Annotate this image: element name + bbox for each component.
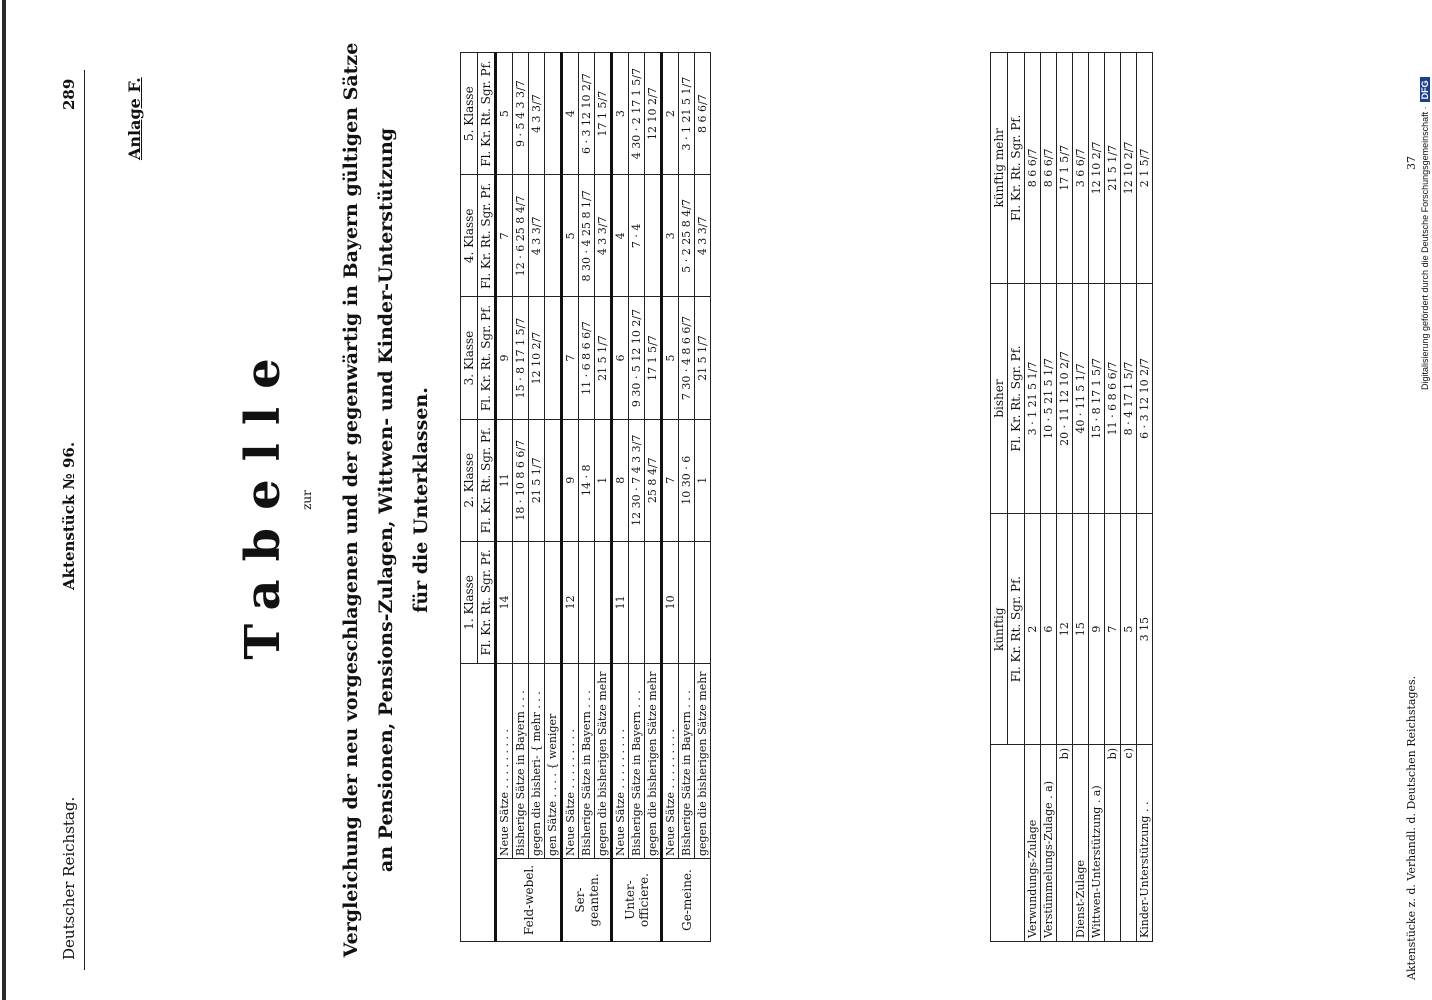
money-header: Fl. Kr. Rt. Sgr. Pf.	[478, 175, 496, 297]
table-row: gegen die bisherigen Sätze mehr 1 21 5 1/7 4 3 3/7 17 1 5/7	[595, 53, 612, 942]
subtitle-line-3: für die Unterklassen.	[410, 387, 432, 613]
category-label: Ge-meine.	[662, 859, 711, 942]
table-row: c) 5 8 · 4 17 1 5/7 12 10 2/7	[1121, 53, 1137, 942]
header-rule	[84, 70, 85, 970]
col-header-bisher: bisher	[991, 283, 1008, 514]
dfg-credit-text: Digitalisierung gefördert durch die Deutsche Forschungsgemeinschaft ·	[1420, 106, 1430, 390]
class-header-4: 4. Klasse	[461, 175, 478, 297]
comparison-table	[460, 52, 711, 942]
table-row: gegen die bisherigen Sätze mehr 25 8 4/7 17 1 5/7 12 10 2/7	[645, 53, 662, 942]
allowance-table	[990, 52, 1153, 942]
money-header: Fl. Kr. Rt. Sgr. Pf.	[478, 53, 496, 175]
class-header-1: 1. Klasse	[461, 541, 478, 663]
table-row: gen Sätze . . . . { weniger	[545, 53, 562, 942]
dfg-credit	[1420, 77, 1430, 390]
table-row: gegen die bisherigen Sätze mehr 1 21 5 1/7 4 3 3/7 8 6 6/7	[695, 53, 711, 942]
footer-source: Aktenstücke z. d. Verhandl. d. Deutschen Reichstages.	[1405, 675, 1418, 980]
table-row: Bisherige Sätze in Bayern . . . 10 30 · 6 7 30 · 4 8 6 6/7 5 · 2 25 8 4/7 3 · 1 21 5 1/7	[679, 53, 695, 942]
money-header: Fl. Kr. Rt. Sgr. Pf.	[478, 297, 496, 419]
title-zur: zur	[300, 490, 314, 510]
table-row: Verstümmelungs-Zulage . a) 6 10 · 5 21 5 1/7 8 6 6/7	[1041, 53, 1057, 942]
money-header: Fl. Kr. Rt. Sgr. Pf.	[1008, 514, 1025, 745]
category-label: Ser-geanten.	[562, 859, 612, 942]
table-row: Verwundungs-Zulage 2 3 · 1 21 5 1/7 8 6 6/7	[1025, 53, 1041, 942]
table-row: b) 12 20 · 11 12 10 2/7 17 1 5/7	[1057, 53, 1073, 942]
class-header-5: 5. Klasse	[461, 53, 478, 175]
col-header-mehr: künftig mehr	[991, 53, 1008, 284]
table-row: gegen die bisheri- { mehr . . . 21 5 1/7 12 10 2/7 4 3 3/7 4 3 3/7	[529, 53, 545, 942]
table-row: Unter-officiere. Neue Sätze . . . . . . . . . 11 8 6 4 3	[612, 53, 629, 942]
col-header-kuenftig: künftig	[991, 514, 1008, 745]
money-header: Fl. Kr. Rt. Sgr. Pf.	[478, 419, 496, 541]
dfg-logo-icon: DFG	[1420, 77, 1430, 102]
table-corner	[461, 664, 496, 942]
document-title: Tabelle	[235, 340, 291, 660]
subtitle-line-2: an Pensionen, Pensions-Zulagen, Wittwen- und Kinder-Unterstützung	[375, 127, 397, 873]
table-row: Ge-meine. Neue Sätze . . . . . . . . . 10 7 5 3 2	[662, 53, 679, 942]
money-header: Fl. Kr. Rt. Sgr. Pf.	[1008, 283, 1025, 514]
table-row: Dienst-Zulage 15 40 · 11 5 1/7 3 6 6/7	[1073, 53, 1089, 942]
category-label: Feld-webel.	[496, 859, 562, 942]
table-row: Kinder-Unterstützung . . 3 15 6 · 3 12 10 2/7 2 1 5/7	[1137, 53, 1153, 942]
annex-label: Anlage F.	[125, 77, 144, 160]
category-label: Unter-officiere.	[612, 859, 662, 942]
table-row: Bisherige Sätze in Bayern . . . 18 · 10 8 6 6/7 15 · 8 17 1 5/7 12 · 6 25 8 4/7 9 · 5 4 3 3/7	[513, 53, 529, 942]
class-header-3: 3. Klasse	[461, 297, 478, 419]
table-row: Bisherige Sätze in Bayern . . . 14 · 8 11 · 6 8 6 6/7 8 30 · 4 25 8 1/7 6 · 3 12 10 2/7	[579, 53, 595, 942]
header-left: Deutscher Reichstag.	[60, 796, 78, 960]
class-header-2: 2. Klasse	[461, 419, 478, 541]
footer-sheet-number: 37	[1405, 156, 1418, 170]
page-number: 289	[60, 78, 78, 110]
subtitle-line-1: Vergleichung der neu vorgeschlagenen und der gegenwärtig in Bayern gültigen Sätze	[340, 42, 362, 958]
header-center: Aktenstück № 96.	[60, 441, 78, 590]
money-header: Fl. Kr. Rt. Sgr. Pf.	[1008, 53, 1025, 284]
table-row: Ser-geanten. Neue Sätze . . . . . . . . . 12 9 7 5 4	[562, 53, 579, 942]
table-row: b) 7 11 · 6 8 6 6/7 21 5 1/7	[1105, 53, 1121, 942]
table-row: Bisherige Sätze in Bayern . . . 12 30 · 7 4 3 3/7 9 30 · 5 12 10 2/7 7 · 4 4 30 · 2 17 1 5/7	[629, 53, 645, 942]
table-row: Wittwen-Unterstützung . a) 9 15 · 8 17 1 5/7 12 10 2/7	[1089, 53, 1105, 942]
table-corner	[991, 745, 1025, 942]
money-header: Fl. Kr. Rt. Sgr. Pf.	[478, 541, 496, 663]
table-row: Feld-webel. Neue Sätze . . . . . . . . . 14 11 9 7 5	[496, 53, 513, 942]
